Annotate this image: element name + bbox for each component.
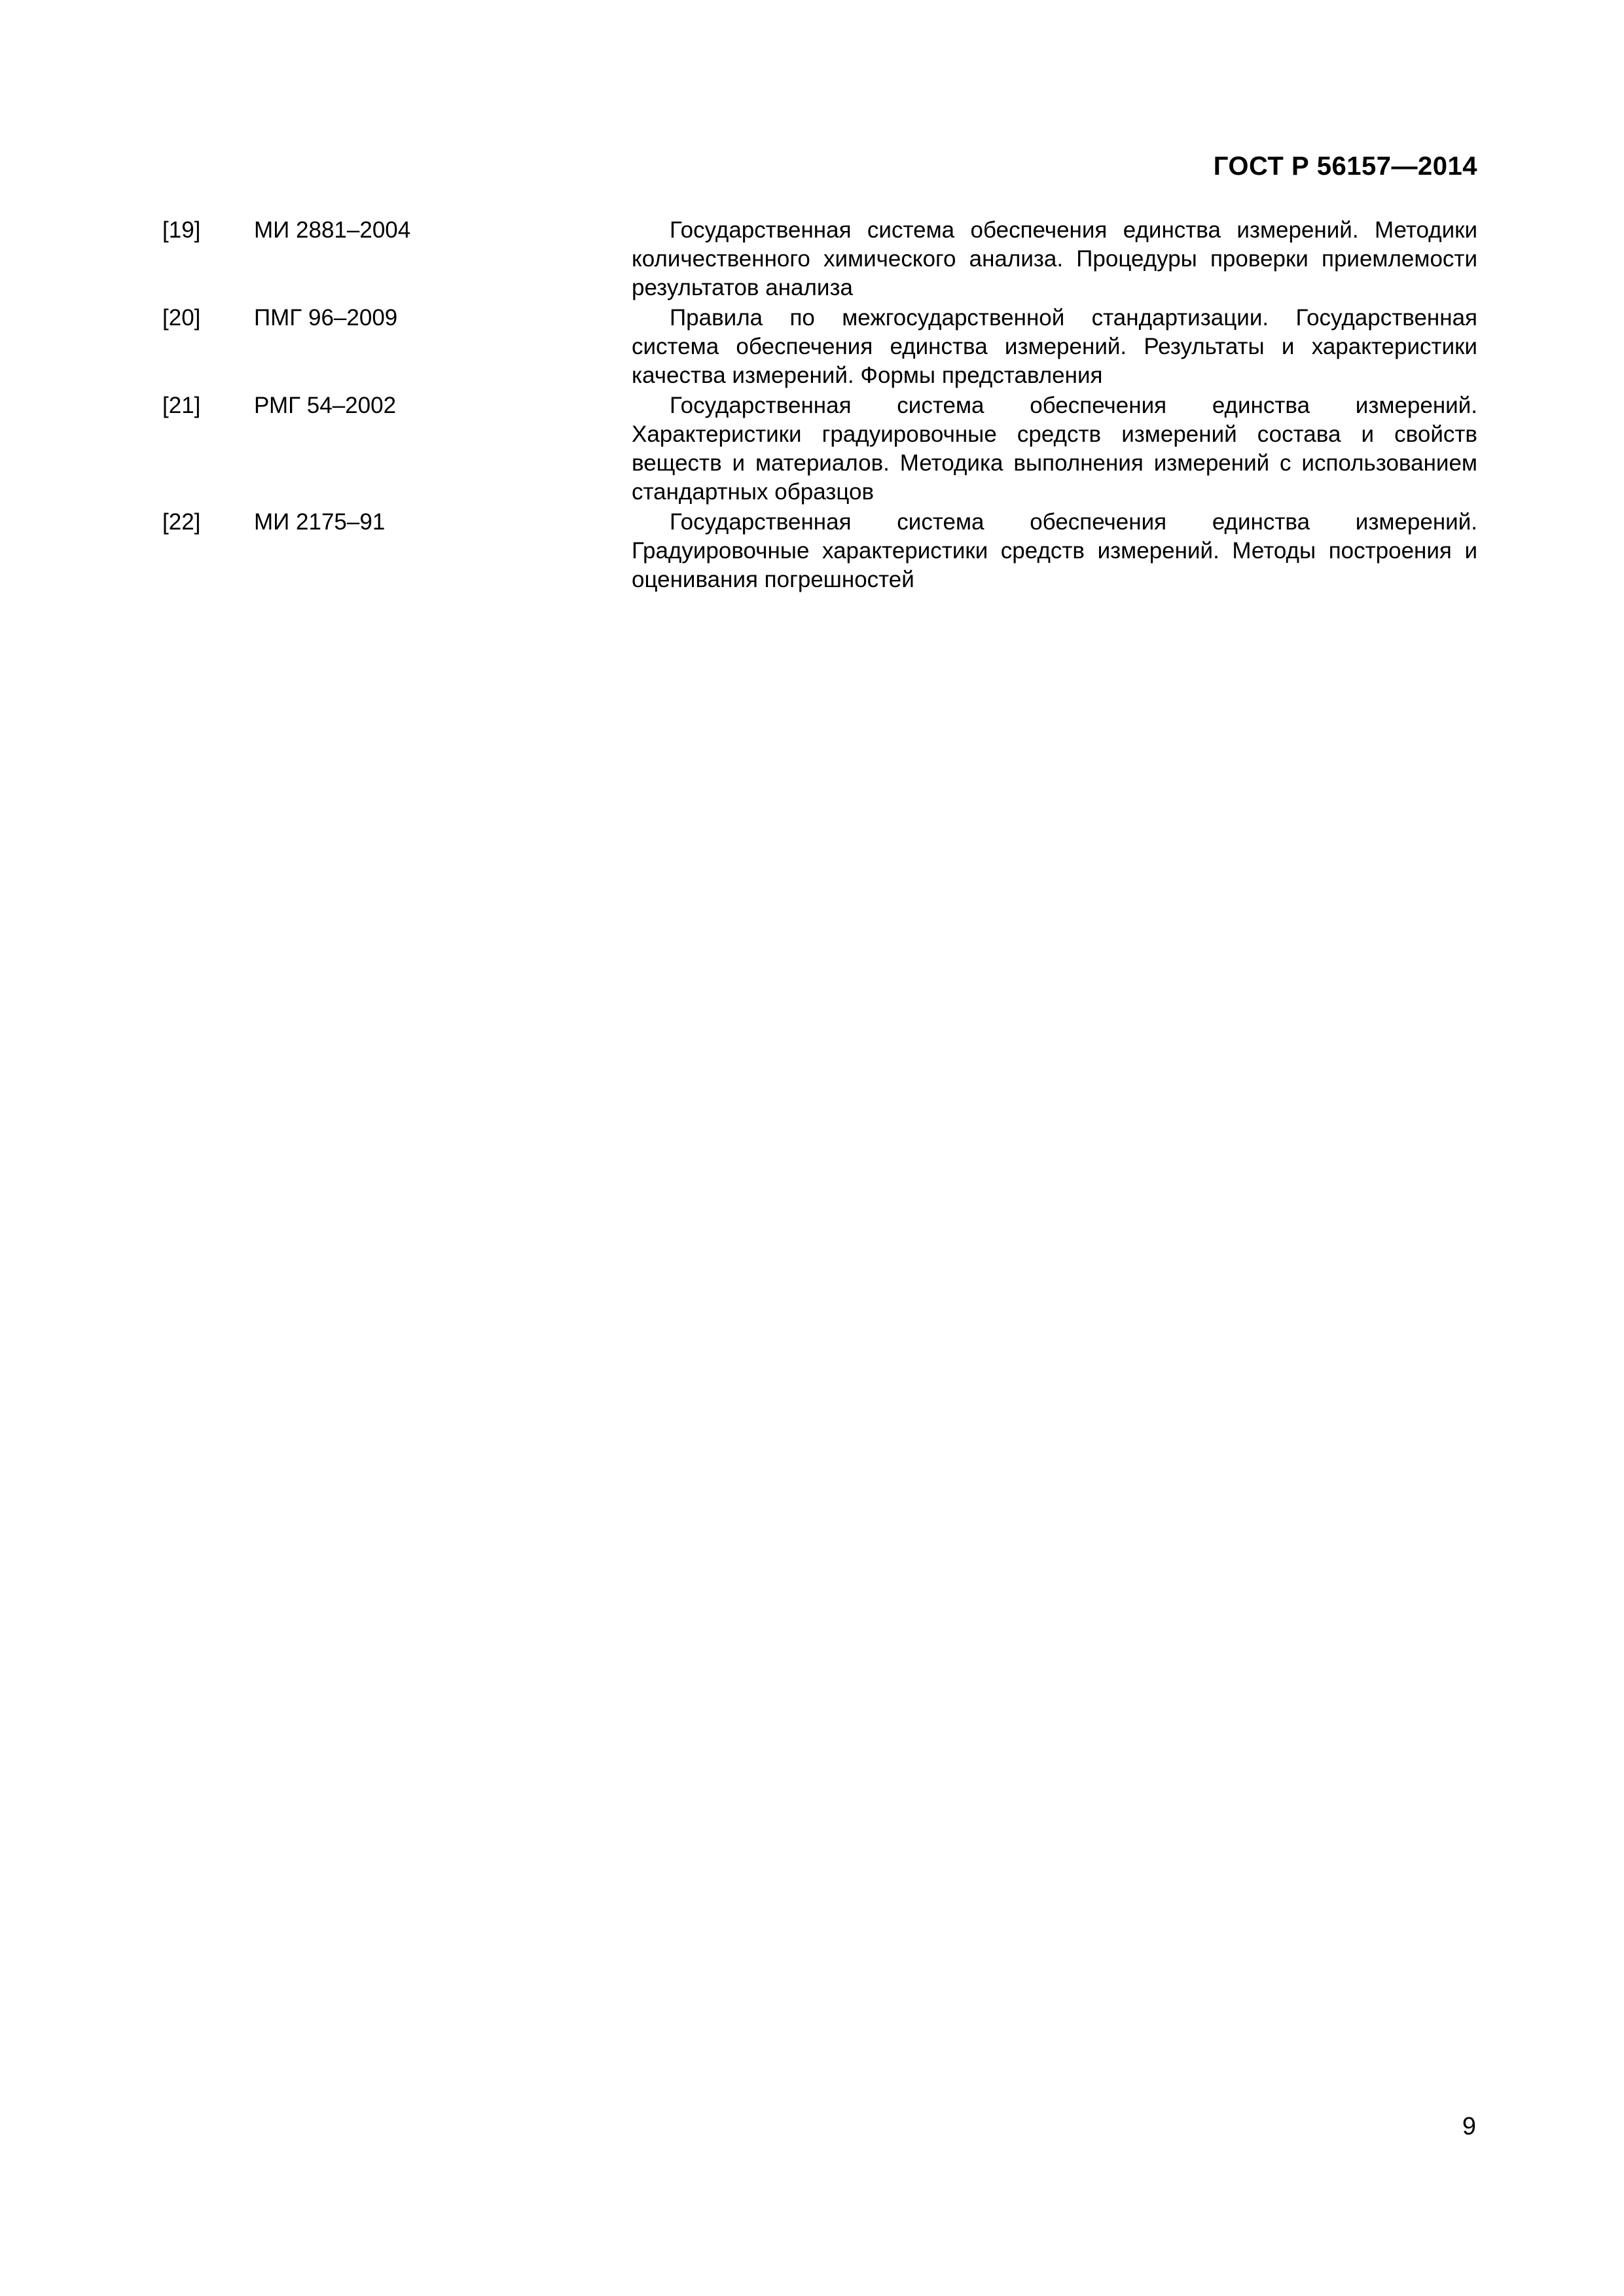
entry-document-code: ПМГ 96–2009 bbox=[254, 305, 398, 331]
entry-number: [20] bbox=[162, 305, 201, 331]
entry-number: [19] bbox=[162, 217, 201, 243]
document-code-header: ГОСТ Р 56157—2014 bbox=[1213, 152, 1477, 181]
bibliography-entry bbox=[162, 391, 1477, 507]
entry-number: [21] bbox=[162, 393, 201, 418]
entry-title: Правила по межгосударственной стандартизации. Государственная система обеспечения единства измерений. Результаты и характеристики качества измерений. Формы представления bbox=[632, 305, 1477, 388]
bibliography-entry bbox=[162, 216, 1477, 302]
entry-title: Государственная система обеспечения единства измерений. Методики количественного химического анализа. Процедуры проверки приемлемости результатов анализа bbox=[632, 217, 1477, 300]
page-number: 9 bbox=[1462, 2113, 1476, 2140]
bibliography-entry bbox=[162, 304, 1477, 390]
entry-title: Государственная система обеспечения единства измерений. Характеристики градуировочные средств измерений состава и свойств веществ и материалов. Методика выполнения измерений с использованием стандартных образцов bbox=[632, 393, 1477, 505]
entry-number: [22] bbox=[162, 509, 201, 535]
entry-title: Государственная система обеспечения единства измерений. Градуировочные характеристики средств измерений. Методы построения и оценивания погрешностей bbox=[632, 509, 1477, 592]
entry-document-code: МИ 2881–2004 bbox=[254, 217, 411, 243]
entry-document-code: МИ 2175–91 bbox=[254, 509, 386, 535]
entry-document-code: РМГ 54–2002 bbox=[254, 393, 397, 418]
bibliography-list bbox=[162, 216, 1477, 596]
bibliography-entry bbox=[162, 508, 1477, 594]
